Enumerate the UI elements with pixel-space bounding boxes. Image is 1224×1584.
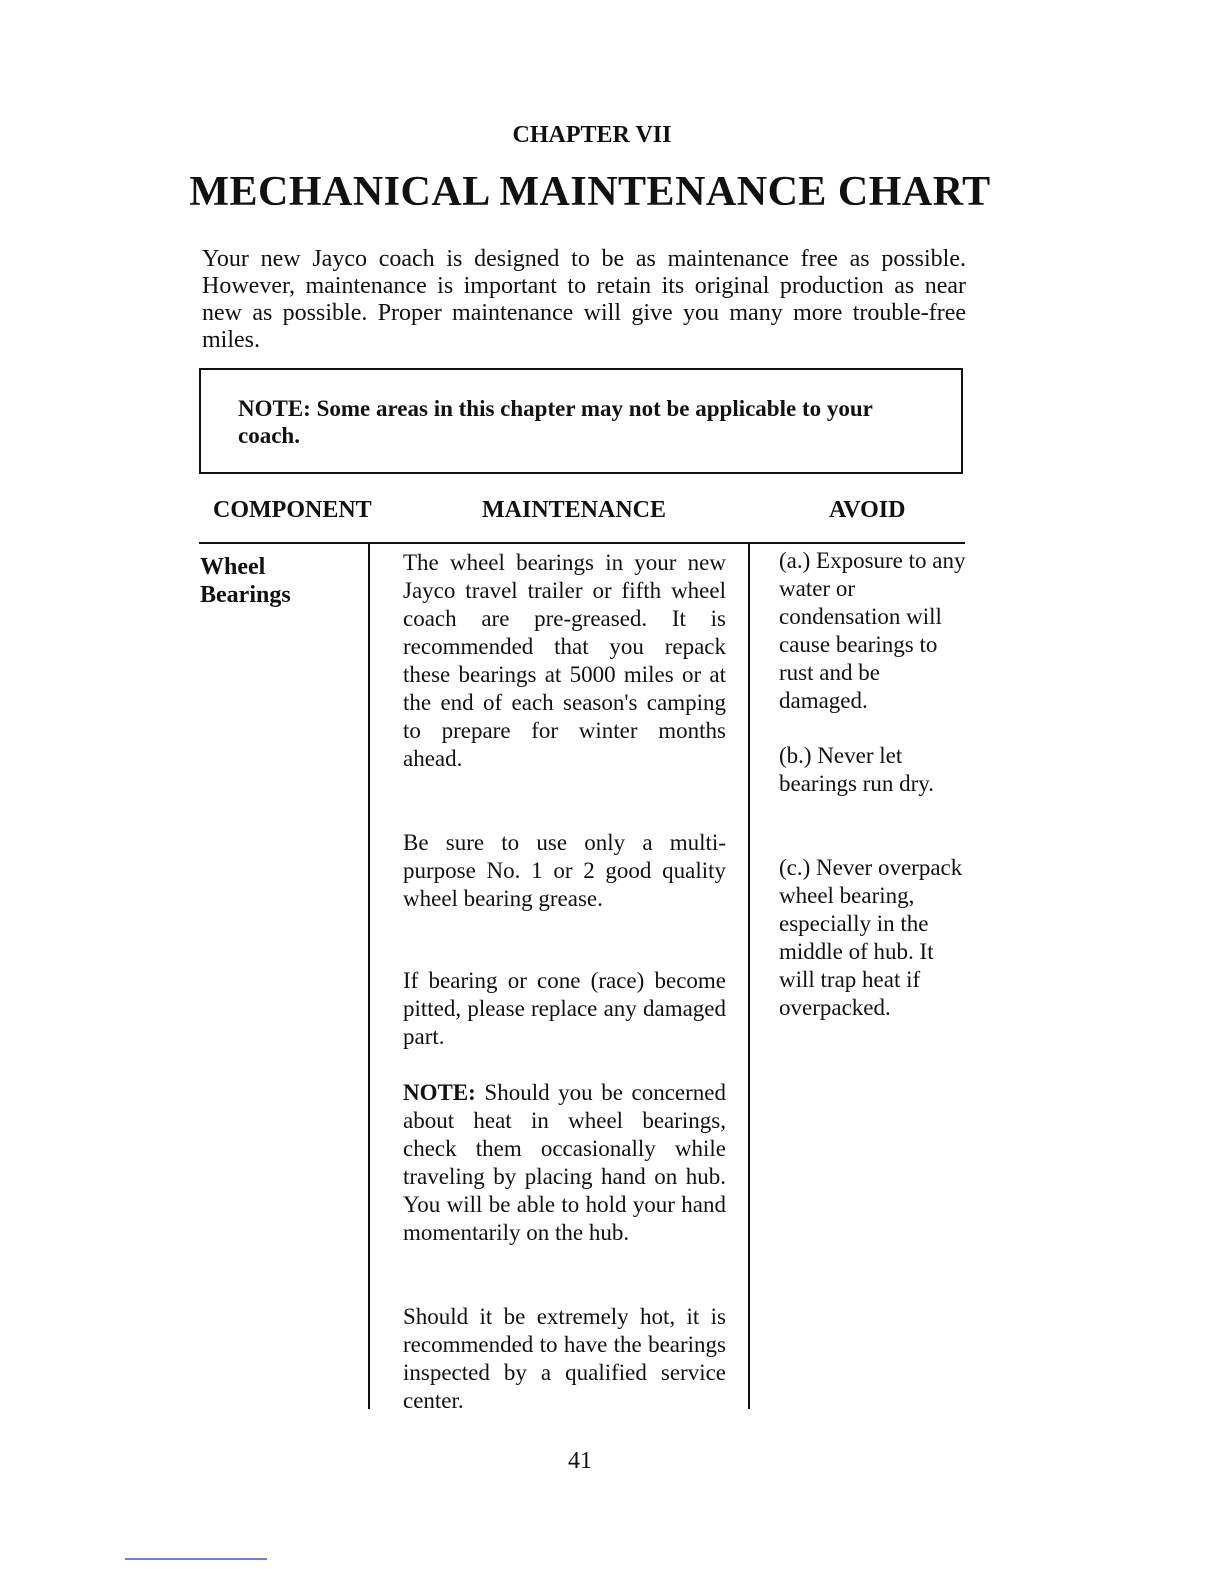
column-divider-left (368, 543, 370, 1409)
column-divider-right (748, 543, 750, 1409)
page-number: 41 (568, 1448, 592, 1474)
maintenance-note-paragraph (403, 1079, 726, 1247)
component-line: Bearings (200, 582, 291, 608)
maintenance-note-text: Should you be concerned about heat in wheel bearings, check them occasionally while traveling by placing hand on hub. You will be able to hold your hand momentarily on the hub. (403, 1080, 727, 1245)
page-title: MECHANICAL MAINTENANCE CHART (189, 169, 991, 215)
component-line: Wheel (200, 554, 266, 580)
maintenance-paragraph: Should it be extremely hot, it is recommended to have the bearings inspected by a qualified service center. (403, 1304, 726, 1413)
column-header-avoid: AVOID (829, 497, 906, 523)
chapter-label: CHAPTER VII (512, 122, 672, 148)
header-rule (199, 542, 965, 544)
maintenance-paragraph: The wheel bearings in your new Jayco travel trailer or fifth wheel coach are pre-greased. It is recommended that you repack these bearings at 5000 miles or at the end of each season's camping to prepare for winter months ahead. (403, 550, 726, 771)
maintenance-paragraph: Be sure to use only a multi-purpose No. 1 or 2 good quality wheel bearing grease. (403, 830, 726, 911)
intro-paragraph: Your new Jayco coach is designed to be as maintenance free as possible. However, maintenance is important to retain its original production as near new as possible. Proper maintenance will give you many more trouble-free miles. (202, 246, 966, 353)
avoid-item: (a.) Exposure to any water or condensation will cause bearings to rust and be damaged. (779, 548, 966, 713)
component-cell (200, 553, 360, 609)
maintenance-paragraph: If bearing or cone (race) become pitted, please replace any damaged part. (403, 968, 726, 1049)
avoid-item: (b.) Never let bearings run dry. (779, 743, 934, 796)
column-header-component: COMPONENT (213, 497, 372, 523)
scan-mark (125, 1558, 267, 1560)
avoid-item: (c.) Never overpack wheel bearing, especially in the middle of hub. It will trap heat if overpacked. (779, 855, 963, 1020)
maintenance-note-label: NOTE: (403, 1080, 476, 1105)
note-text: NOTE: Some areas in this chapter may not be applicable to your coach. (238, 396, 873, 448)
column-header-maintenance: MAINTENANCE (482, 497, 667, 523)
